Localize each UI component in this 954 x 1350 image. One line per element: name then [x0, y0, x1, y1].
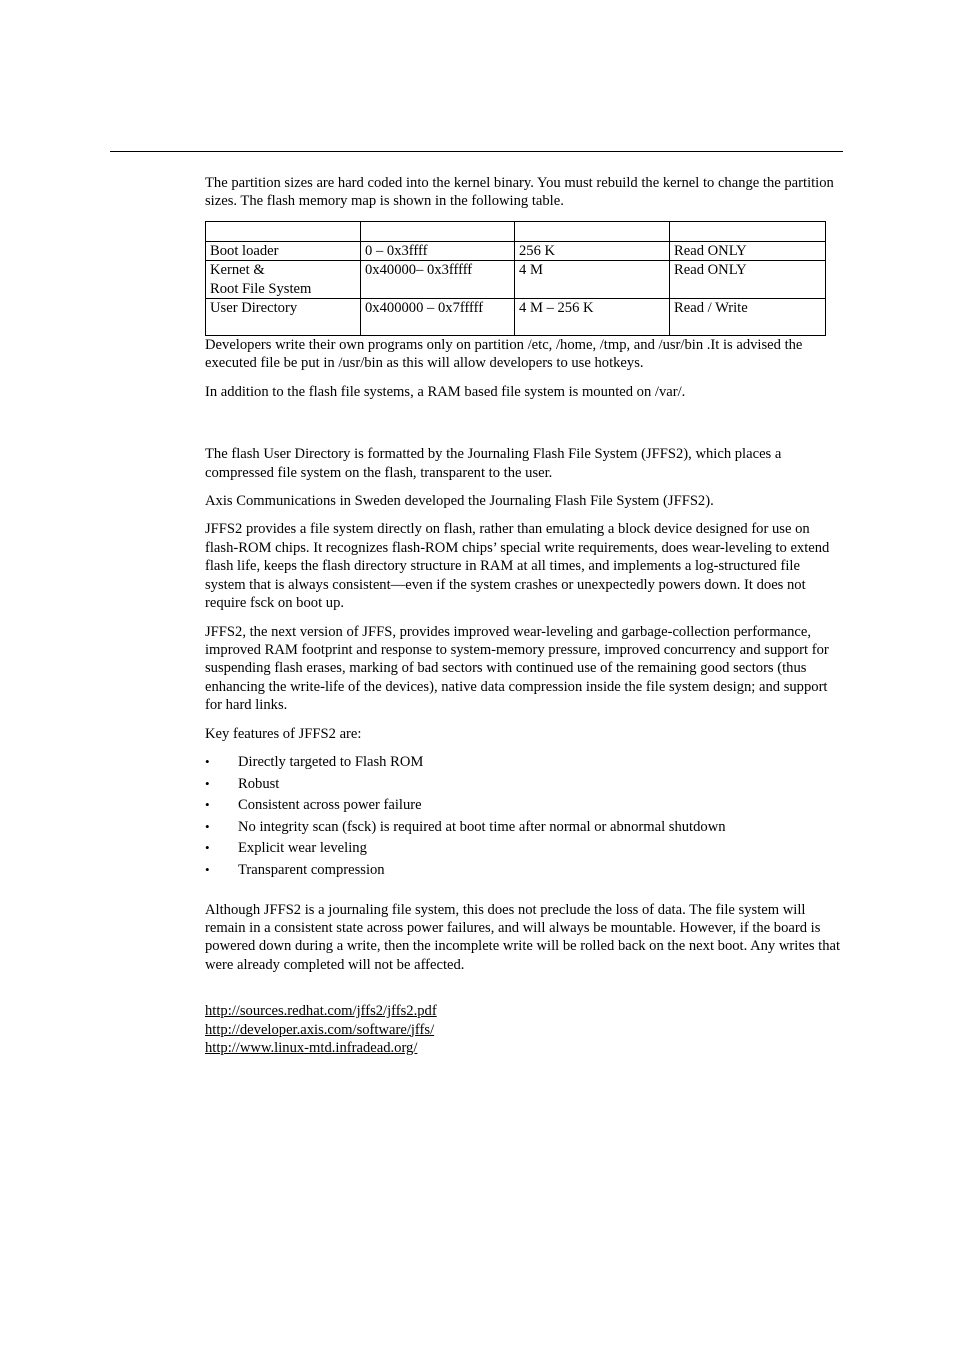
link-axis-jffs[interactable]: http://developer.axis.com/software/jffs/	[205, 1021, 435, 1038]
partition-size: 256 K	[515, 241, 670, 260]
partition-size: 4 M	[515, 261, 670, 299]
table-header-cell	[515, 221, 670, 241]
table-row	[206, 241, 826, 260]
axis-paragraph: Axis Communications in Sweden developed the Journaling Flash File System (JFFS2).	[205, 493, 714, 510]
feature-text: No integrity scan (fsck) is required at boot time after normal or abnormal shutdown	[238, 818, 726, 835]
table-row	[206, 299, 826, 336]
access-mode: Read ONLY	[670, 261, 826, 299]
address-range: 0x40000– 0x3fffff	[361, 261, 515, 299]
table-row	[206, 261, 826, 299]
list-item	[205, 775, 841, 797]
bullet-icon: •	[205, 753, 210, 769]
jffs2-intro-paragraph: The flash User Directory is formatted by the Journaling Flash File System (JFFS2), which places a compressed file system on the flash, transparent to the user.	[205, 446, 782, 481]
reference-links	[205, 1002, 841, 1057]
access-mode: Read / Write	[670, 299, 826, 336]
jffs2-next-version-paragraph: JFFS2, the next version of JFFS, provides improved wear-leveling and garbage-collection performance, improved RAM footprint and response to system-memory pressure, improved concurrency and support for suspending flash erases, marking of bad sectors with continued use of the remaining good sectors (thus enhancing the write-life of the devices), native data compression inside the file system design; and support for hard links.	[205, 623, 829, 714]
list-item	[205, 796, 841, 818]
bullet-icon: •	[205, 818, 210, 834]
list-item	[205, 818, 841, 840]
table-header-cell	[206, 221, 361, 241]
list-item	[205, 753, 841, 775]
address-range: 0x400000 – 0x7fffff	[361, 299, 515, 336]
table-header-cell	[670, 221, 826, 241]
feature-text: Explicit wear leveling	[238, 840, 367, 857]
access-mode: Read ONLY	[670, 241, 826, 260]
list-item	[205, 861, 841, 883]
feature-text: Transparent compression	[238, 861, 385, 878]
address-range: 0 – 0x3ffff	[361, 241, 515, 260]
bullet-icon: •	[205, 775, 210, 791]
partition-size: 4 M – 256 K	[515, 299, 670, 336]
key-features-paragraph: Key features of JFFS2 are:	[205, 725, 362, 742]
table-header-row	[206, 221, 826, 241]
bullet-icon: •	[205, 797, 210, 813]
bullet-icon: •	[205, 861, 210, 877]
table-header-cell	[361, 221, 515, 241]
partition-name: Kernet & Root File System	[206, 261, 361, 299]
flash-memory-map-table	[205, 221, 826, 336]
bullet-icon: •	[205, 840, 210, 856]
feature-text: Consistent across power failure	[238, 797, 422, 814]
header-rule	[110, 151, 843, 152]
jffs2-provides-paragraph: JFFS2 provides a file system directly on flash, rather than emulating a block device designed for use on flash-ROM chips. It recognizes flash-ROM chips’ special write requirements, does wear-leveling to extend flash life, keeps the flash directory structure in RAM at all times, and implements a log-structured file system that is always consistent—even if the system crashes or unexpectedly powers down. It does not require fsck on boot up.	[205, 521, 830, 612]
partition-name: User Directory	[206, 299, 361, 336]
feature-text: Robust	[238, 775, 280, 792]
partition-name: Boot loader	[206, 241, 361, 260]
although-paragraph: Although JFFS2 is a journaling file system, this does not preclude the loss of data. The file system will remain in a consistent state across power failures, and will always be mountable. However, if the board is powered down during a write, then the incomplete write will be rolled back on the next boot. Any writes that were already completed will not be affected.	[205, 901, 841, 973]
features-list	[205, 753, 841, 883]
list-item	[205, 839, 841, 861]
ram-paragraph: In addition to the flash file systems, a RAM based file system is mounted on /var/.	[205, 383, 686, 400]
developers-paragraph: Developers write their own programs only on partition /etc, /home, /tmp, and /usr/bin .It is advised the executed file be put in /usr/bin as this will allow developers to use hotkeys.	[205, 337, 803, 372]
link-linux-mtd[interactable]: http://www.linux-mtd.infradead.org/	[205, 1039, 418, 1056]
feature-text: Directly targeted to Flash ROM	[238, 753, 424, 770]
document-body	[205, 174, 841, 1057]
intro-paragraph: The partition sizes are hard coded into the kernel binary. You must rebuild the kernel to change the partition sizes. The flash memory map is shown in the following table.	[205, 175, 834, 210]
link-redhat-jffs2[interactable]: http://sources.redhat.com/jffs2/jffs2.pdf	[205, 1003, 437, 1020]
